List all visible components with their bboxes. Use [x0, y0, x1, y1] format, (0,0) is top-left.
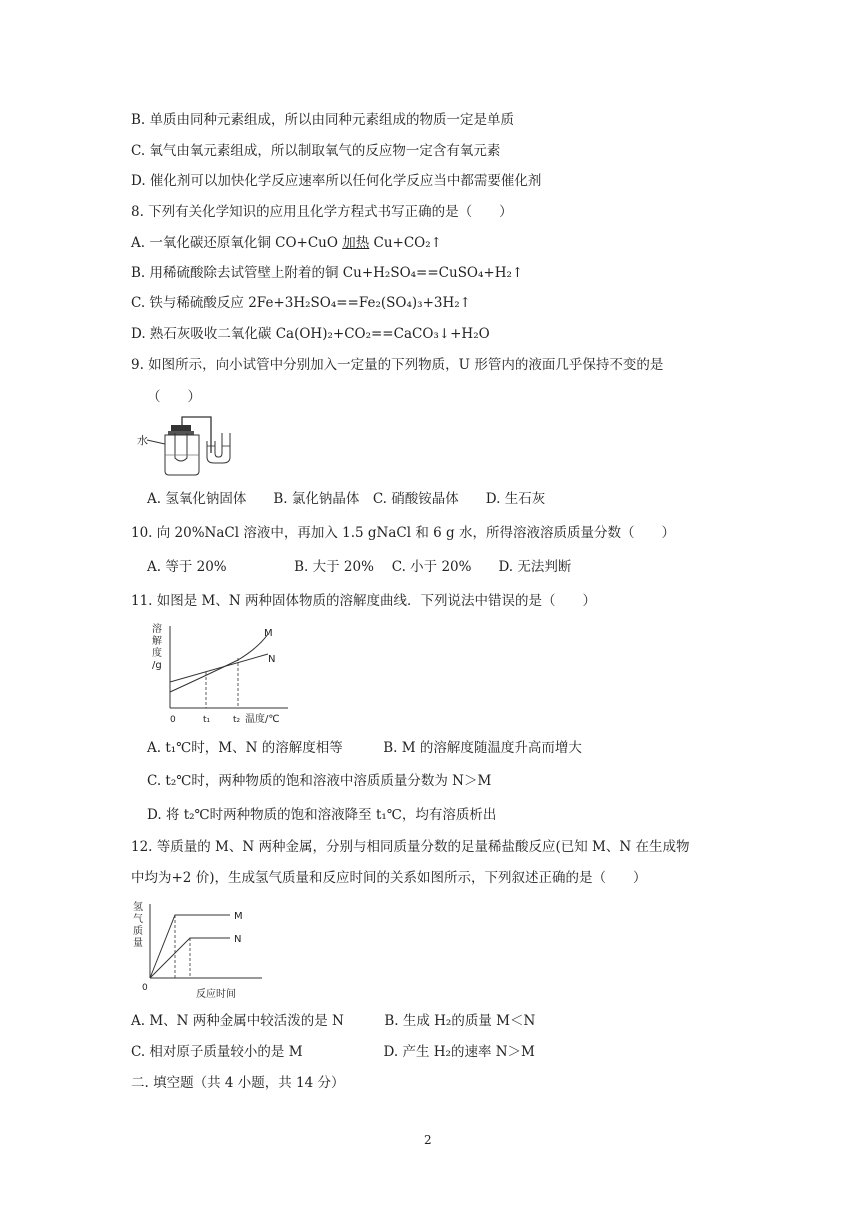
q11-option-c: C. t₂℃时，两种物质的饱和溶液中溶质质量分数为 N＞M	[147, 773, 492, 789]
option-b-text: B. 单质由同种元素组成，所以由同种元素组成的物质一定是单质	[131, 112, 515, 128]
curve-m-label: M	[264, 628, 273, 639]
line-n-label: N	[234, 934, 242, 945]
q11-option-d: D. 将 t₂℃时两种物质的饱和溶液降至 t₁℃，均有溶质析出	[147, 807, 497, 823]
q10-options: A. 等于 20% B. 大于 20% C. 小于 20% D. 无法判断	[147, 559, 572, 575]
figure-9-apparatus	[135, 413, 245, 478]
question-12-cont: 中均为+2 价)，生成氢气质量和反应时间的关系如图所示，下列叙述正确的是（ ）	[131, 870, 647, 886]
question-11: 11. 如图是 M、N 两种固体物质的溶解度曲线．下列说法中错误的是（ ）	[131, 593, 596, 609]
question-12: 12. 等质量的 M、N 两种金属，分别与相同质量分数的足量稀盐酸反应(已知 M、N 在生成物	[131, 839, 690, 855]
q8a-condition: 加热	[342, 235, 370, 251]
origin-label: 0	[142, 983, 148, 993]
q12-options-cd: C. 相对原子质量较小的是 M D. 产生 H₂的速率 N＞M	[131, 1044, 535, 1060]
section-2-heading: 二. 填空题（共 4 小题，共 14 分）	[131, 1075, 345, 1091]
q8a-text: A. 一氧化碳还原氧化铜 CO+CuO	[131, 235, 343, 251]
figure-12-hydrogen-time	[130, 900, 265, 1000]
option-d-text: D. 催化剂可以加快化学反应速率所以任何化学反应当中都需要催化剂	[131, 173, 542, 189]
q8-option-c: C. 铁与稀硫酸反应 2Fe+3H₂SO₄==Fe₂(SO₄)₃+3H₂↑	[131, 295, 471, 311]
t2-tick: t₂	[233, 715, 241, 725]
y-axis-label: 溶解度/g	[152, 624, 162, 671]
y-axis-label: 氢气质量	[133, 902, 143, 949]
figure-11-solubility-curves	[148, 622, 308, 727]
page-number: 2	[424, 1133, 432, 1147]
q9-options: A. 氢氧化钠固体 B. 氯化钠晶体 C. 硝酸铵晶体 D. 生石灰	[147, 491, 546, 507]
q8a-product: Cu+CO₂↑	[369, 235, 442, 251]
q8-option-d: D. 熟石灰吸收二氧化碳 Ca(OH)₂+CO₂==CaCO₃↓+H₂O	[131, 326, 490, 342]
line-m-label: M	[234, 911, 243, 922]
x-axis-label: 反应时间	[196, 989, 236, 1000]
origin-label: 0	[170, 715, 176, 725]
question-10: 10. 向 20%NaCl 溶液中，再加入 1.5 gNaCl 和 6 g 水，所得溶液溶质质量分数（ ）	[131, 525, 675, 541]
q11-options-ab: A. t₁℃时，M、N 的溶解度相等 B. M 的溶解度随温度升高而增大	[147, 740, 582, 756]
option-c-text: C. 氧气由氧元素组成，所以制取氧气的反应物一定含有氧元素	[131, 143, 501, 159]
water-label: 水	[137, 434, 148, 447]
q8-option-b: B. 用稀硫酸除去试管壁上附着的铜 Cu+H₂SO₄==CuSO₄+H₂↑	[131, 265, 524, 281]
question-9: 9. 如图所示，向小试管中分别加入一定量的下列物质，U 形管内的液面几乎保持不变的是	[131, 357, 664, 373]
q9-answer-paren: （ ）	[147, 389, 201, 405]
question-8: 8. 下列有关化学知识的应用且化学方程式书写正确的是（ ）	[131, 204, 513, 220]
t1-tick: t₁	[203, 715, 211, 725]
curve-n-label: N	[268, 654, 276, 665]
q12-options-ab: A. M、N 两种金属中较活泼的是 N B. 生成 H₂的质量 M＜N	[131, 1013, 536, 1029]
q8-option-a	[131, 234, 442, 252]
x-axis-label: 温度/℃	[245, 714, 280, 725]
